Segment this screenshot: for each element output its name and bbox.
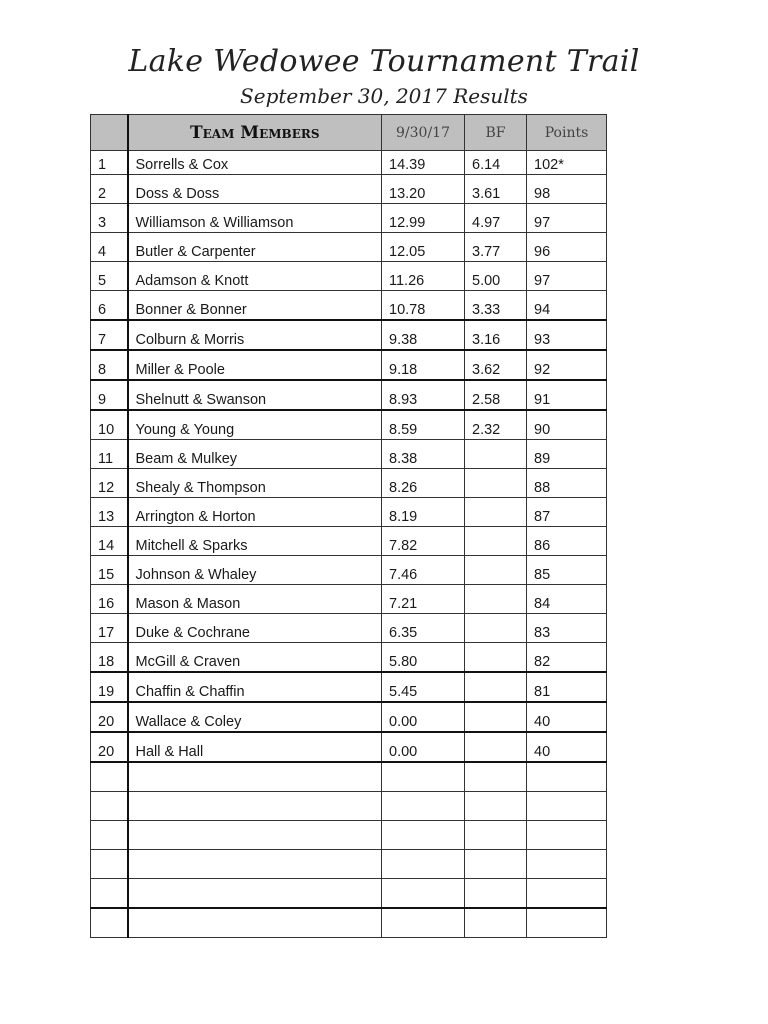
weight-cell: 7.21	[382, 585, 465, 614]
table-row	[91, 291, 607, 321]
rank-cell: 10	[91, 410, 128, 440]
weight-cell	[382, 908, 465, 938]
points-cell: 97	[527, 204, 607, 233]
team-cell	[128, 762, 382, 792]
weight-cell: 14.39	[382, 151, 465, 175]
points-cell: 102*	[527, 151, 607, 175]
team-cell: Sorrells & Cox	[128, 151, 382, 175]
points-cell: 82	[527, 643, 607, 673]
team-cell	[128, 908, 382, 938]
points-cell: 87	[527, 498, 607, 527]
big-fish-cell: 3.33	[465, 291, 527, 321]
points-cell: 85	[527, 556, 607, 585]
table-row	[91, 175, 607, 204]
team-cell	[128, 850, 382, 879]
table-row	[91, 762, 607, 792]
table-row	[91, 792, 607, 821]
big-fish-cell	[465, 643, 527, 673]
weight-cell: 5.80	[382, 643, 465, 673]
big-fish-cell: 4.97	[465, 204, 527, 233]
team-cell: McGill & Craven	[128, 643, 382, 673]
team-cell: Hall & Hall	[128, 732, 382, 762]
team-cell	[128, 792, 382, 821]
team-cell: Colburn & Morris	[128, 320, 382, 350]
weight-cell: 9.18	[382, 350, 465, 380]
big-fish-cell	[465, 672, 527, 702]
big-fish-cell	[465, 732, 527, 762]
big-fish-cell	[465, 792, 527, 821]
rank-cell: 20	[91, 702, 128, 732]
team-cell: Arrington & Horton	[128, 498, 382, 527]
rank-cell	[91, 879, 128, 909]
weight-cell: 8.93	[382, 380, 465, 410]
table-row	[91, 585, 607, 614]
team-cell: Mitchell & Sparks	[128, 527, 382, 556]
big-fish-cell	[465, 469, 527, 498]
team-cell	[128, 879, 382, 909]
rank-cell	[91, 850, 128, 879]
table-row	[91, 908, 607, 938]
rank-cell	[91, 762, 128, 792]
table-row	[91, 320, 607, 350]
big-fish-cell: 2.58	[465, 380, 527, 410]
weight-cell	[382, 762, 465, 792]
big-fish-cell	[465, 614, 527, 643]
table-row	[91, 821, 607, 850]
document-title: Lake Wedowee Tournament Trail	[128, 44, 640, 79]
weight-cell: 8.59	[382, 410, 465, 440]
results-table	[90, 114, 607, 938]
team-cell: Shealy & Thompson	[128, 469, 382, 498]
points-cell	[527, 908, 607, 938]
table-row	[91, 527, 607, 556]
table-row	[91, 614, 607, 643]
rank-cell: 19	[91, 672, 128, 702]
table-row	[91, 879, 607, 909]
weight-cell: 0.00	[382, 702, 465, 732]
team-cell: Butler & Carpenter	[128, 233, 382, 262]
points-cell	[527, 762, 607, 792]
points-cell	[527, 850, 607, 879]
points-cell: 90	[527, 410, 607, 440]
document-subtitle: September 30, 2017 Results	[240, 84, 528, 108]
team-cell: Shelnutt & Swanson	[128, 380, 382, 410]
rank-cell	[91, 821, 128, 850]
points-cell	[527, 879, 607, 909]
header-rank	[91, 115, 128, 151]
rank-cell: 4	[91, 233, 128, 262]
team-cell: Williamson & Williamson	[128, 204, 382, 233]
table-row	[91, 469, 607, 498]
big-fish-cell: 6.14	[465, 151, 527, 175]
big-fish-cell	[465, 556, 527, 585]
rank-cell: 2	[91, 175, 128, 204]
table-row	[91, 151, 607, 175]
team-cell: Bonner & Bonner	[128, 291, 382, 321]
big-fish-cell: 3.61	[465, 175, 527, 204]
header-big-fish: BF	[465, 115, 527, 151]
table-row	[91, 643, 607, 673]
rank-cell	[91, 908, 128, 938]
weight-cell: 7.82	[382, 527, 465, 556]
weight-cell	[382, 850, 465, 879]
big-fish-cell	[465, 821, 527, 850]
points-cell: 86	[527, 527, 607, 556]
big-fish-cell	[465, 702, 527, 732]
rank-cell: 6	[91, 291, 128, 321]
team-cell: Adamson & Knott	[128, 262, 382, 291]
rank-cell: 16	[91, 585, 128, 614]
big-fish-cell	[465, 850, 527, 879]
weight-cell: 5.45	[382, 672, 465, 702]
weight-cell: 12.05	[382, 233, 465, 262]
big-fish-cell: 5.00	[465, 262, 527, 291]
table-row	[91, 350, 607, 380]
table-row	[91, 380, 607, 410]
weight-cell	[382, 792, 465, 821]
header-weight-date: 9/30/17	[382, 115, 465, 151]
rank-cell: 20	[91, 732, 128, 762]
team-cell: Beam & Mulkey	[128, 440, 382, 469]
team-cell: Mason & Mason	[128, 585, 382, 614]
table-row	[91, 410, 607, 440]
rank-cell: 5	[91, 262, 128, 291]
big-fish-cell: 3.77	[465, 233, 527, 262]
rank-cell: 12	[91, 469, 128, 498]
results-body	[91, 151, 607, 938]
points-cell: 98	[527, 175, 607, 204]
team-cell: Young & Young	[128, 410, 382, 440]
table-row	[91, 233, 607, 262]
table-row	[91, 440, 607, 469]
weight-cell: 11.26	[382, 262, 465, 291]
points-cell: 83	[527, 614, 607, 643]
rank-cell: 14	[91, 527, 128, 556]
rank-cell: 15	[91, 556, 128, 585]
big-fish-cell: 3.62	[465, 350, 527, 380]
points-cell: 40	[527, 702, 607, 732]
points-cell: 40	[527, 732, 607, 762]
rank-cell: 11	[91, 440, 128, 469]
weight-cell	[382, 821, 465, 850]
weight-cell: 10.78	[382, 291, 465, 321]
table-row	[91, 732, 607, 762]
team-cell: Duke & Cochrane	[128, 614, 382, 643]
points-cell: 81	[527, 672, 607, 702]
weight-cell: 12.99	[382, 204, 465, 233]
big-fish-cell	[465, 440, 527, 469]
weight-cell: 8.19	[382, 498, 465, 527]
rank-cell: 1	[91, 151, 128, 175]
team-cell: Miller & Poole	[128, 350, 382, 380]
big-fish-cell: 2.32	[465, 410, 527, 440]
rank-cell: 9	[91, 380, 128, 410]
team-cell	[128, 821, 382, 850]
points-cell: 84	[527, 585, 607, 614]
big-fish-cell	[465, 498, 527, 527]
big-fish-cell: 3.16	[465, 320, 527, 350]
weight-cell: 8.38	[382, 440, 465, 469]
weight-cell: 7.46	[382, 556, 465, 585]
points-cell: 94	[527, 291, 607, 321]
points-cell: 89	[527, 440, 607, 469]
rank-cell: 17	[91, 614, 128, 643]
table-row	[91, 204, 607, 233]
points-cell: 97	[527, 262, 607, 291]
rank-cell: 8	[91, 350, 128, 380]
rank-cell: 3	[91, 204, 128, 233]
points-cell: 88	[527, 469, 607, 498]
table-row	[91, 702, 607, 732]
team-cell: Johnson & Whaley	[128, 556, 382, 585]
big-fish-cell	[465, 879, 527, 909]
points-cell: 91	[527, 380, 607, 410]
weight-cell: 0.00	[382, 732, 465, 762]
big-fish-cell	[465, 762, 527, 792]
rank-cell: 7	[91, 320, 128, 350]
weight-cell: 8.26	[382, 469, 465, 498]
team-cell: Wallace & Coley	[128, 702, 382, 732]
points-cell: 92	[527, 350, 607, 380]
header-team-members: Team Members	[128, 115, 382, 151]
table-row	[91, 850, 607, 879]
header-points: Points	[527, 115, 607, 151]
points-cell: 96	[527, 233, 607, 262]
points-cell	[527, 821, 607, 850]
team-cell: Chaffin & Chaffin	[128, 672, 382, 702]
points-cell: 93	[527, 320, 607, 350]
weight-cell: 13.20	[382, 175, 465, 204]
big-fish-cell	[465, 908, 527, 938]
rank-cell: 13	[91, 498, 128, 527]
table-row	[91, 556, 607, 585]
weight-cell	[382, 879, 465, 909]
table-row	[91, 672, 607, 702]
header-row	[91, 115, 607, 151]
rank-cell	[91, 792, 128, 821]
points-cell	[527, 792, 607, 821]
rank-cell: 18	[91, 643, 128, 673]
weight-cell: 9.38	[382, 320, 465, 350]
big-fish-cell	[465, 527, 527, 556]
team-cell: Doss & Doss	[128, 175, 382, 204]
weight-cell: 6.35	[382, 614, 465, 643]
table-row	[91, 262, 607, 291]
big-fish-cell	[465, 585, 527, 614]
table-row	[91, 498, 607, 527]
